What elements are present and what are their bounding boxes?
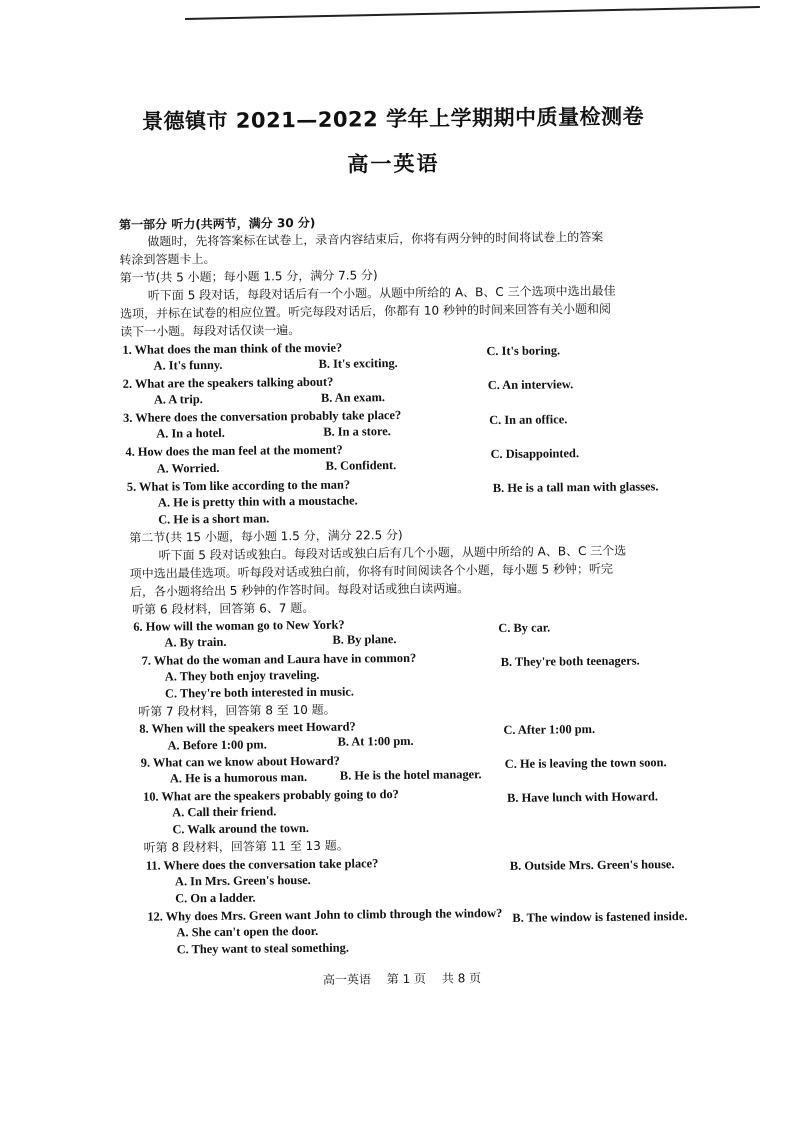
- question-9-option-b: B. He is the hotel manager.: [339, 767, 482, 783]
- section1-instruction-3: 读下一小题。每段对话仅读一遍。: [120, 323, 301, 339]
- question-3-option-b: B. In a store.: [323, 424, 391, 439]
- question-11-option-c: C. On a ladder.: [175, 890, 256, 906]
- question-11-option-a: A. In Mrs. Green's house.: [174, 872, 311, 889]
- page-footer: [5, 966, 794, 991]
- question-10-stem: 10. What are the speakers probably going to do?: [143, 787, 399, 804]
- question-3-option-a: A. In a hotel.: [156, 425, 225, 441]
- question-4-option-c: C. Disappointed.: [490, 446, 580, 462]
- question-7-option-a: A. They both enjoy traveling.: [164, 667, 320, 684]
- question-12-stem: 12. Why does Mrs. Green want John to climb through the window?: [147, 905, 503, 924]
- question-3-option-c: C. In an office.: [489, 412, 568, 428]
- question-5-option-b: B. He is a tall man with glasses.: [492, 479, 659, 496]
- question-6-option-c: C. By car.: [498, 620, 551, 635]
- question-10-option-a: A. Call their friend.: [172, 804, 277, 820]
- section1-heading: 第一节(共 5 小题；每小题 1.5 分，满分 7.5 分): [119, 268, 378, 285]
- part1-instruction-2: 转涂到答题卡上。: [119, 251, 216, 267]
- section2-instruction-3: 后，各小题将给出 5 秒钟的作答时间。每段对话或独白读两遍。: [129, 581, 470, 599]
- question-12-option-a: A. She can't open the door.: [176, 923, 319, 940]
- question-7-option-c: C. They're both interested in music.: [164, 684, 355, 701]
- question-12-option-c: C. They want to steal something.: [176, 940, 349, 957]
- question-10-option-b: B. Have lunch with Howard.: [507, 789, 658, 805]
- part1-heading: 第一部分 听力(共两节，满分 30 分): [119, 215, 316, 232]
- footer-page-number: 第 1 页: [386, 971, 427, 987]
- section2-instruction-1: 听下面 5 段对话或独白。每段对话或独白后有几个小题，从题中所给的 A、B、C 三个选: [158, 543, 627, 563]
- section1-instruction-2: 选项，并标在试卷的相应位置。听完每段对话后，你都有 10 秒钟的时间来回答有关小题和阅: [119, 301, 611, 321]
- question-9-option-a: A. He is a humorous man.: [169, 769, 308, 786]
- material-8-note: 听第 8 段材料，回答第 11 至 13 题。: [143, 838, 349, 855]
- question-5-stem: 5. What is Tom like according to the man?: [126, 477, 351, 494]
- question-4-stem: 4. How does the man feel at the moment?: [125, 442, 343, 459]
- question-2-option-a: A. A trip.: [153, 392, 203, 407]
- material-6-note: 听第 6 段材料，回答第 6、7 题。: [132, 600, 315, 617]
- question-6-option-b: B. By plane.: [332, 632, 397, 647]
- question-9-stem: 9. What can we know about Howard?: [140, 753, 340, 770]
- question-4-option-b: B. Confident.: [325, 458, 397, 473]
- question-1-option-a: A. It's funny.: [153, 357, 223, 373]
- question-2-stem: 2. What are the speakers talking about?: [122, 374, 334, 391]
- question-9-option-c: C. He is leaving the town soon.: [504, 755, 667, 771]
- exam-subject: 高一英语: [347, 151, 440, 177]
- question-2-option-b: B. An exam.: [320, 390, 386, 405]
- question-1-stem: 1. What does the man think of the movie?: [122, 340, 343, 357]
- question-5-option-c: C. He is a short man.: [158, 511, 270, 527]
- question-2-option-c: C. An interview.: [487, 377, 574, 393]
- question-8-option-a: A. Before 1:00 pm.: [167, 737, 267, 753]
- question-1-option-b: B. It's exciting.: [318, 356, 398, 371]
- exam-title: 景德镇市 2021—2022 学年上学期期中质量检测卷: [141, 104, 645, 134]
- section2-instruction-2: 项中选出最佳选项。听每段对话或独白前，你将有时间阅读各个小题，每小题 5 秒钟；听完: [129, 561, 614, 581]
- question-8-option-c: C. After 1:00 pm.: [503, 721, 596, 737]
- question-6-stem: 6. How will the woman go to New York?: [133, 617, 345, 634]
- question-1-option-c: C. It's boring.: [486, 343, 561, 359]
- section1-instruction-1: 听下面 5 段对话，每段对话后有一个小题。从题中所给的 A、B、C 三个选项中选出最佳: [147, 283, 616, 303]
- footer-total-pages: 共 8 页: [441, 971, 482, 986]
- question-3-stem: 3. Where does the conversation probably take place?: [123, 407, 402, 425]
- question-8-stem: 8. When will the speakers meet Howard?: [139, 719, 356, 736]
- question-8-option-b: B. At 1:00 pm.: [337, 733, 414, 749]
- question-11-option-b: B. Outside Mrs. Green's house.: [509, 857, 675, 873]
- footer-subject: 高一英语: [322, 972, 371, 987]
- question-4-option-a: A. Worried.: [156, 460, 220, 476]
- section2-heading: 第二节(共 15 小题，每小题 1.5 分，满分 22.5 分): [129, 527, 403, 545]
- question-11-stem: 11. Where does the conversation take place?: [145, 856, 379, 873]
- part1-instruction-1: 做题时，先将答案标在试卷上，录音内容结束后，你将有两分钟的时间将试卷上的答案: [147, 229, 604, 249]
- question-5-option-a: A. He is pretty thin with a moustache.: [157, 493, 358, 510]
- material-7-note: 听第 7 段材料，回答第 8 至 10 题。: [138, 702, 336, 719]
- question-7-stem: 7. What do the woman and Laura have in common?: [141, 650, 417, 668]
- question-12-option-b: B. The window is fastened inside.: [512, 909, 688, 925]
- question-7-option-b: B. They're both teenagers.: [500, 653, 640, 669]
- question-6-option-a: A. By train.: [164, 634, 227, 650]
- question-10-option-c: C. Walk around the town.: [172, 820, 310, 837]
